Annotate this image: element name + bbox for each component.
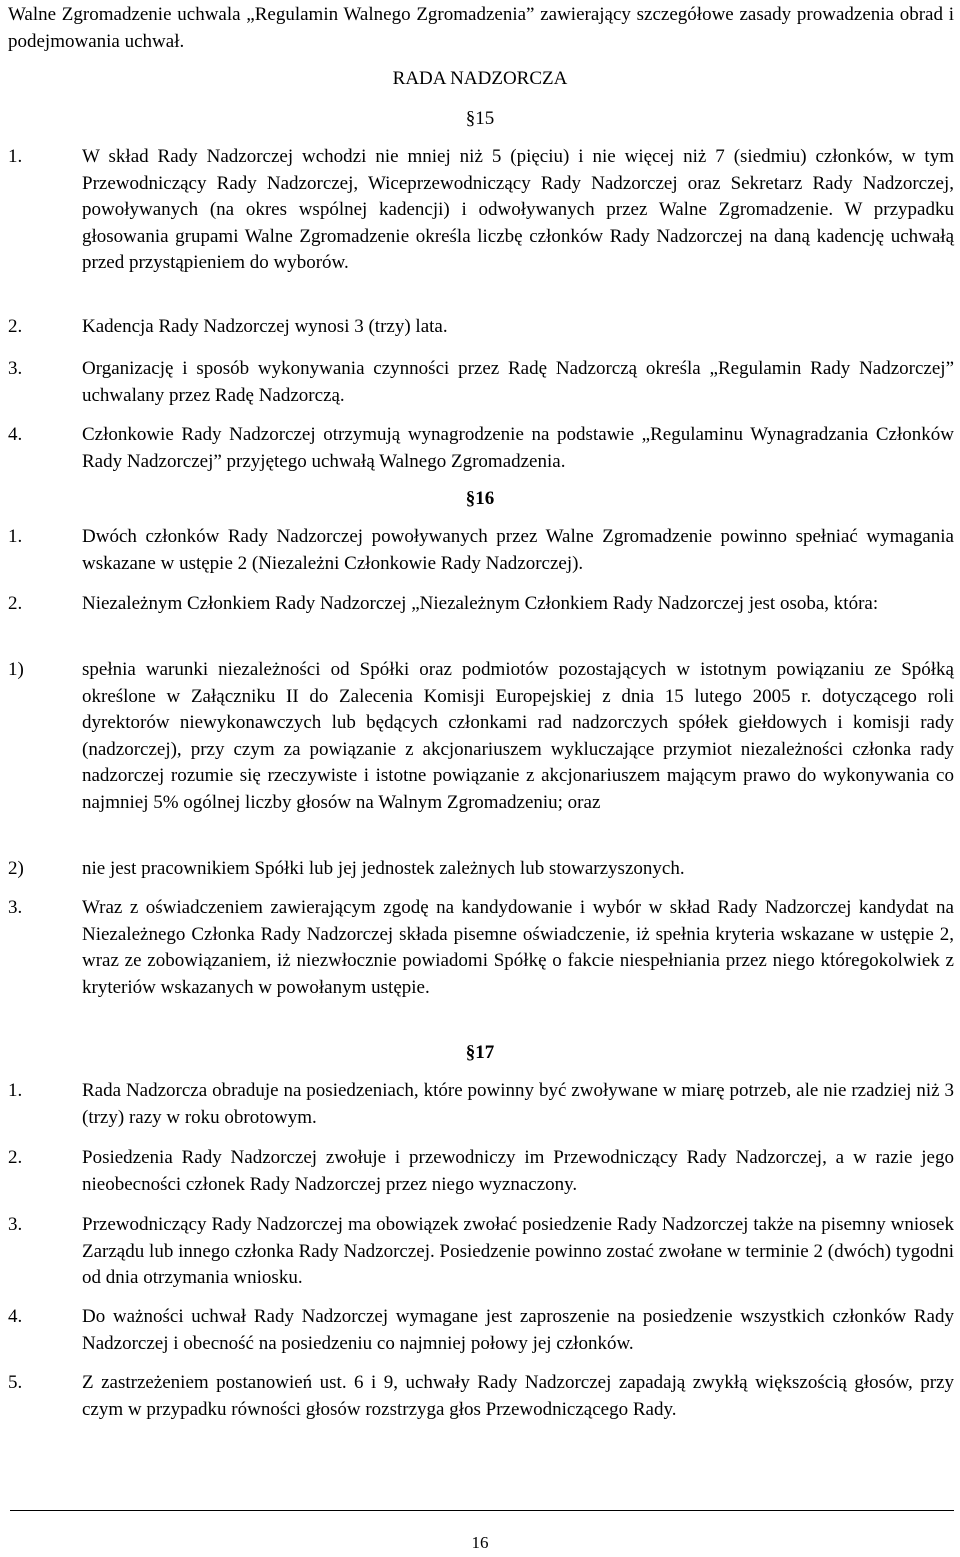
item-text: spełnia warunki niezależności od Spółki oraz podmiotów pozostających w istotnym powiązaniu ze Spółką określone w Załączniku II do Zalecenia Komisji Europejskiej z dnia 15 lutego 2005 r. dotyczącego roli dyrektorów niewykonawczych lub będących członkami rad nadzorczych spółek giełdowych i komisji rady (nadzorczej), przy czym za powiązanie z akcjonariuszem wykluczające przymiot niezależności członka rady nadzorczej rozumie się rzeczywiste i istotne powiązanie z akcjonariuszem mającym prawo do wykonywania co najmniej 5% ogólnej liczby głosów na Walnym Zgromadzeniu; oraz bbox=[82, 659, 954, 813]
item-text: Z zastrzeżeniem postanowień ust. 6 i 9, uchwały Rady Nadzorczej zapadają zwykłą większością głosów, przy czym w przypadku równości głosów rozstrzyga głos Przewodniczącego Rady. bbox=[82, 1372, 954, 1420]
list-item bbox=[8, 144, 954, 277]
item-text: Posiedzenia Rady Nadzorczej zwołuje i przewodniczy im Przewodniczący Rady Nadzorczej, a w razie jego nieobecności członek Rady Nadzorczej przez niego wyznaczony. bbox=[82, 1147, 954, 1195]
list-item bbox=[8, 895, 954, 1001]
item-number: 1) bbox=[8, 659, 24, 680]
item-text: Organizację i sposób wykonywania czynności przez Radę Nadzorczą określa „Regulamin Rady Nadzorczej” uchwalany przez Radę Nadzorczą. bbox=[82, 358, 954, 406]
list-item bbox=[8, 1370, 954, 1423]
item-number: 1. bbox=[8, 146, 23, 167]
item-text: nie jest pracownikiem Spółki lub jej jednostek zależnych lub stowarzyszonych. bbox=[82, 858, 685, 879]
list-item bbox=[8, 1304, 954, 1357]
item-number: 4. bbox=[8, 1306, 23, 1327]
item-text: Wraz z oświadczeniem zawierającym zgodę na kandydowanie i wybór w skład Rady Nadzorczej kandydat na Niezależnego Członka Rady Nadzorczej składa pisemne oświadczenie, iż spełnia kryteria wskazane w ustępie 2, wraz ze zobowiązaniem, iż niezwłocznie powiadomi Spółkę o fakcie niespełniania przez niego któregokolwiek z kryteriów wskazanych w powołanym ustępie. bbox=[82, 897, 954, 998]
item-number: 2. bbox=[8, 1147, 23, 1168]
section-sign-17: §17 bbox=[465, 1042, 495, 1063]
item-number: 4. bbox=[8, 424, 23, 445]
list-item bbox=[8, 314, 954, 341]
list-item bbox=[8, 856, 954, 883]
item-number: 3. bbox=[8, 358, 23, 379]
list-item bbox=[8, 356, 954, 409]
section-sign-16: §16 bbox=[465, 488, 495, 509]
list-item bbox=[8, 657, 954, 816]
list-item bbox=[8, 591, 954, 618]
list-item bbox=[8, 1212, 954, 1292]
page-number: 16 bbox=[471, 1533, 489, 1552]
intro-paragraph: Walne Zgromadzenie uchwala „Regulamin Walnego Zgromadzenia” zawierający szczegółowe zasady prowadzenia obrad i podejmowania uchwał. bbox=[8, 4, 954, 52]
item-number: 2) bbox=[8, 858, 24, 879]
item-number: 1. bbox=[8, 526, 23, 547]
list-item bbox=[8, 524, 954, 577]
item-text: Przewodniczący Rady Nadzorczej ma obowiązek zwołać posiedzenie Rady Nadzorczej także na pisemny wniosek Zarządu lub innego członka Rady Nadzorczej. Posiedzenie powinno zostać zwołane w terminie 2 (dwóch) tygodni od dnia otrzymania wniosku. bbox=[82, 1214, 954, 1288]
item-text: Kadencja Rady Nadzorczej wynosi 3 (trzy) lata. bbox=[82, 316, 448, 337]
item-text: Rada Nadzorcza obraduje na posiedzeniach, które powinny być zwoływane w miarę potrzeb, ale nie rzadziej niż 3 (trzy) razy w roku obrotowym. bbox=[82, 1080, 954, 1128]
item-text: Członkowie Rady Nadzorczej otrzymują wynagrodzenie na podstawie „Regulaminu Wynagradzania Członków Rady Nadzorczej” przyjętego uchwałą Walnego Zgromadzenia. bbox=[82, 424, 954, 472]
section-sign-15: §15 bbox=[465, 108, 495, 129]
item-text: W skład Rady Nadzorczej wchodzi nie mniej niż 5 (pięciu) i nie więcej niż 7 (siedmiu) członków, w tym Przewodniczący Rady Nadzorczej, Wiceprzewodniczący Rady Nadzorczej oraz Sekretarz Rady Nadzorczej, powoływanych (na okres wspólnej kadencji) i odwoływanych przez Walne Zgromadzenie. W przypadku głosowania grupami Walne Zgromadzenie określa liczbę członków Rady Nadzorczej na daną kadencję uchwałą przed przystąpieniem do wyborów. bbox=[82, 146, 954, 273]
item-number: 3. bbox=[8, 897, 23, 918]
item-text: Do ważności uchwał Rady Nadzorczej wymagane jest zaproszenie na posiedzenie wszystkich członków Rady Nadzorczej i obecność na posiedzeniu co najmniej połowy jej członków. bbox=[82, 1306, 954, 1354]
list-item bbox=[8, 422, 954, 475]
item-number: 5. bbox=[8, 1372, 23, 1393]
chapter-title: RADA NADZORCZA bbox=[392, 68, 568, 89]
item-number: 2. bbox=[8, 593, 23, 614]
item-text: Dwóch członków Rady Nadzorczej powoływanych przez Walne Zgromadzenie powinno spełniać wymagania wskazane w ustępie 2 (Niezależni Członkowie Rady Nadzorczej). bbox=[82, 526, 954, 574]
item-number: 2. bbox=[8, 316, 23, 337]
footer-divider bbox=[10, 1510, 954, 1511]
list-item bbox=[8, 1078, 954, 1131]
item-text: Niezależnym Członkiem Rady Nadzorczej „Niezależnym Członkiem Rady Nadzorczej jest osoba, która: bbox=[82, 593, 879, 614]
item-number: 3. bbox=[8, 1214, 23, 1235]
item-number: 1. bbox=[8, 1080, 23, 1101]
list-item bbox=[8, 1145, 954, 1198]
